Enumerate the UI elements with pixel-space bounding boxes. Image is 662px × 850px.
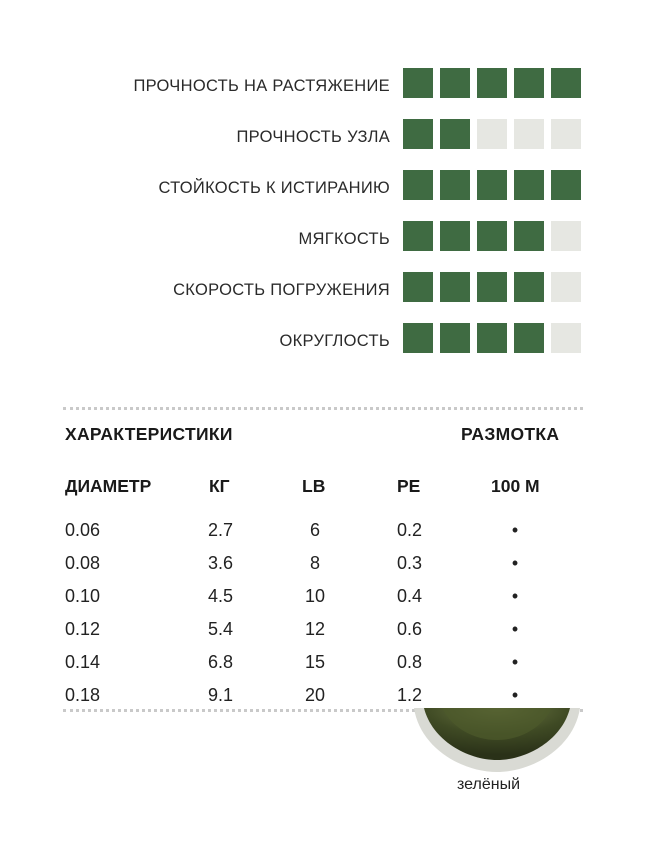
- availability-cell: •: [511, 520, 519, 540]
- kg-cell: 5.4: [208, 619, 234, 639]
- rating-row: [0, 323, 662, 374]
- rating-block-empty: [477, 119, 507, 149]
- table-title-right: РАЗМОТКА: [461, 424, 560, 444]
- pe-cell: 0.3: [397, 553, 423, 573]
- rating-label: ПРОЧНОСТЬ УЗЛА: [236, 128, 390, 146]
- rating-block-filled: [477, 272, 507, 302]
- rating-block-filled: [440, 68, 470, 98]
- rating-row: [0, 119, 662, 170]
- rating-block-filled: [440, 119, 470, 149]
- diameter-cell: 0.14: [65, 652, 101, 672]
- rating-block-filled: [514, 221, 544, 251]
- kg-cell: 3.6: [208, 553, 234, 573]
- rating-block-filled: [440, 221, 470, 251]
- pe-cell: 0.8: [397, 652, 423, 672]
- rating-label: СТОЙКОСТЬ К ИСТИРАНИЮ: [158, 179, 390, 197]
- rating-row: [0, 272, 662, 323]
- lb-cell: 8: [309, 553, 320, 573]
- table-title-left: ХАРАКТЕРИСТИКИ: [65, 424, 233, 444]
- lb-cell: 12: [304, 619, 326, 639]
- rating-block-filled: [440, 272, 470, 302]
- rating-block-empty: [514, 119, 544, 149]
- rating-block-filled: [514, 323, 544, 353]
- rating-blocks: [403, 119, 581, 149]
- column-header-kg: КГ: [209, 476, 230, 496]
- rating-block-empty: [551, 323, 581, 353]
- rating-block-filled: [477, 221, 507, 251]
- rating-block-filled: [514, 272, 544, 302]
- rating-block-filled: [403, 170, 433, 200]
- rating-block-filled: [440, 323, 470, 353]
- diameter-cell: 0.12: [65, 619, 101, 639]
- availability-cell: •: [511, 619, 519, 639]
- lb-cell: 6: [309, 520, 320, 540]
- diameter-cell: 0.06: [65, 520, 101, 540]
- diameter-cell: 0.18: [65, 685, 101, 705]
- lb-cell: 20: [304, 685, 326, 705]
- availability-cell: •: [511, 586, 519, 606]
- availability-cell: •: [511, 685, 519, 705]
- kg-cell: 6.8: [208, 652, 234, 672]
- rating-row: [0, 221, 662, 272]
- divider-top: [63, 407, 583, 410]
- pe-cell: 0.4: [397, 586, 423, 606]
- availability-cell: •: [511, 553, 519, 573]
- rating-block-filled: [440, 170, 470, 200]
- column-header-pe: PE: [397, 476, 421, 496]
- column-header-lb: LB: [302, 476, 326, 496]
- lb-cell: 10: [304, 586, 326, 606]
- rating-label: ОКРУГЛОСТЬ: [279, 332, 390, 350]
- kg-cell: 9.1: [208, 685, 234, 705]
- rating-block-filled: [477, 68, 507, 98]
- rating-row: [0, 170, 662, 221]
- column-header-diameter: ДИАМЕТР: [65, 476, 152, 496]
- rating-blocks: [403, 272, 581, 302]
- rating-blocks: [403, 323, 581, 353]
- spool-image: [412, 708, 582, 774]
- color-option-label: зелёный: [457, 776, 521, 793]
- availability-cell: •: [511, 652, 519, 672]
- diameter-cell: 0.10: [65, 586, 101, 606]
- diameter-cell: 0.08: [65, 553, 101, 573]
- rating-block-filled: [403, 68, 433, 98]
- ratings-panel: [0, 68, 662, 374]
- kg-cell: 4.5: [208, 586, 234, 606]
- lb-cell: 15: [304, 652, 326, 672]
- rating-row: [0, 68, 662, 119]
- rating-block-filled: [551, 170, 581, 200]
- rating-block-filled: [477, 170, 507, 200]
- rating-block-empty: [551, 119, 581, 149]
- kg-cell: 2.7: [208, 520, 234, 540]
- rating-block-filled: [514, 68, 544, 98]
- rating-blocks: [403, 68, 581, 98]
- rating-block-filled: [514, 170, 544, 200]
- pe-cell: 1.2: [397, 685, 423, 705]
- rating-blocks: [403, 221, 581, 251]
- rating-blocks: [403, 170, 581, 200]
- rating-block-filled: [403, 119, 433, 149]
- rating-block-empty: [551, 272, 581, 302]
- rating-label: МЯГКОСТЬ: [298, 230, 390, 248]
- rating-label: ПРОЧНОСТЬ НА РАСТЯЖЕНИЕ: [133, 77, 390, 95]
- rating-block-filled: [477, 323, 507, 353]
- column-header-100m: 100 М: [491, 476, 540, 496]
- rating-block-filled: [403, 272, 433, 302]
- rating-block-empty: [551, 221, 581, 251]
- pe-cell: 0.6: [397, 619, 423, 639]
- rating-block-filled: [403, 221, 433, 251]
- rating-label: СКОРОСТЬ ПОГРУЖЕНИЯ: [173, 281, 390, 299]
- rating-block-filled: [403, 323, 433, 353]
- rating-block-filled: [551, 68, 581, 98]
- pe-cell: 0.2: [397, 520, 423, 540]
